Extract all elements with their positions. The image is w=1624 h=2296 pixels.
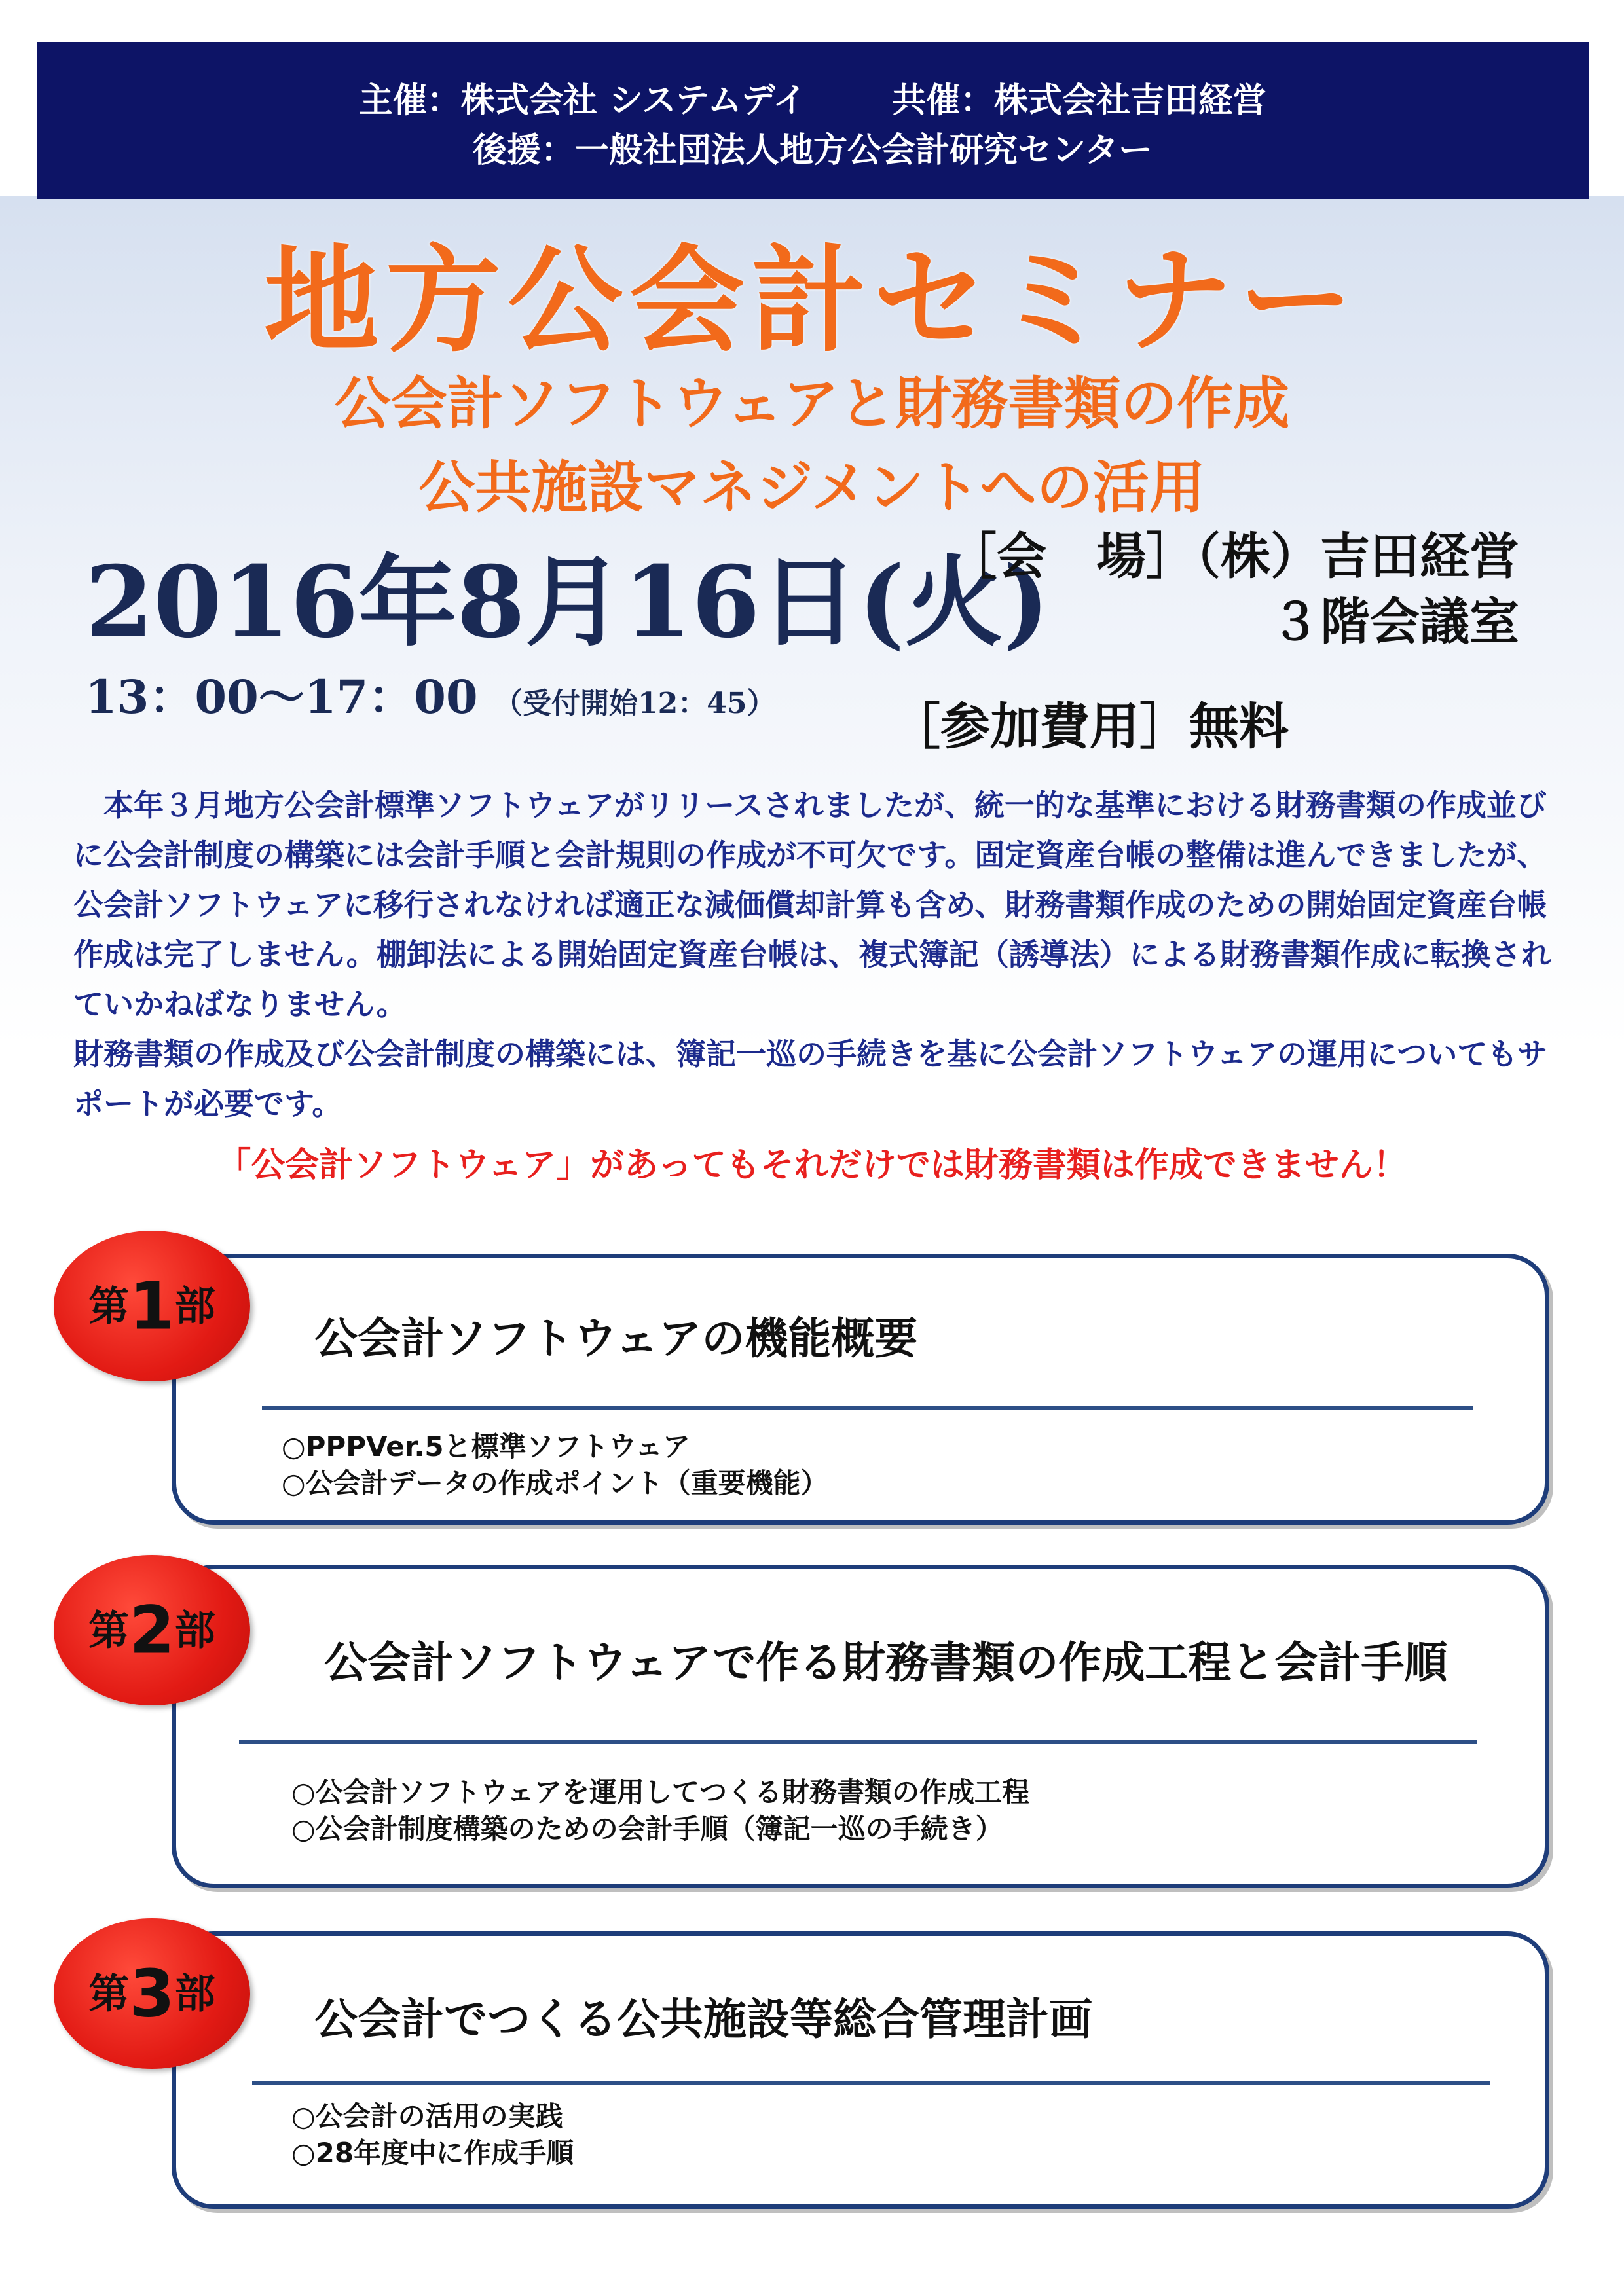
venue-info bbox=[947, 524, 1519, 655]
co-organizer-text: 共催：株式会社吉田経営 bbox=[892, 81, 1267, 120]
seminar-subtitle-1: 公会計ソフトウェアと財務書類の作成 bbox=[334, 371, 1290, 437]
seminar-title: 地方公会計セミナー bbox=[263, 234, 1360, 368]
venue-room: ３階会議室 bbox=[1270, 592, 1519, 651]
part-item: ○公会計データの作成ポイント（重要機能） bbox=[282, 1467, 828, 1499]
part-items bbox=[291, 2098, 574, 2172]
reception-time: （受付開始12：45） bbox=[494, 687, 776, 720]
part-divider bbox=[252, 2081, 1490, 2085]
part-item: ○28年度中に作成手順 bbox=[291, 2137, 574, 2169]
warning-message: 「公会計ソフトウェア」があってもそれだけでは財務書類は作成できません！ bbox=[217, 1146, 1407, 1185]
part-divider bbox=[262, 1406, 1473, 1410]
part-title: 公会計ソフトウェアの機能概要 bbox=[314, 1313, 918, 1364]
venue-label: ［会 場］（株）吉田経営 bbox=[947, 527, 1519, 585]
event-time bbox=[85, 668, 776, 733]
organizer-text: 主催：株式会社 システムデイ bbox=[358, 81, 807, 120]
part-badge: 第2部 bbox=[54, 1555, 250, 1705]
participation-fee: ［参加費用］無料 bbox=[891, 697, 1289, 756]
seminar-subtitle-2: 公共施設マネジメントへの活用 bbox=[418, 455, 1206, 520]
part-item: ○PPPVer.5と標準ソフトウェア bbox=[282, 1430, 690, 1463]
part-badge: 第1部 bbox=[54, 1231, 250, 1381]
part-title: 公会計ソフトウェアで作る財務書類の作成工程と会計手順 bbox=[324, 1637, 1448, 1688]
organizer-banner bbox=[37, 42, 1589, 199]
event-date: 2016年8月16日(火) bbox=[85, 545, 1050, 660]
part-divider bbox=[239, 1740, 1477, 1744]
part-items bbox=[282, 1429, 828, 1502]
description-paragraph-1: 本年３月地方公会計標準ソフトウェアがリリースされましたが、統一的な基準における財務書類の作成並びに公会計制度の構築には会計手順と会計規則の作成が不可欠です。固定資産台帳の整備は進んできましたが、公会計ソフトウェアに移行されなければ適正な減価償却計算も含め、財務書類作成のための開始固定資産台帳作成は完了しません。棚卸法による開始固定資産台帳は、複式簿記（誘導法）による財務書類作成に転換されていかねばなりません。 bbox=[73, 788, 1551, 1022]
part-items bbox=[291, 1774, 1029, 1848]
supporter-text: 後援：一般社団法人地方公会計研究センター bbox=[473, 131, 1153, 170]
part-badge: 第3部 bbox=[54, 1918, 250, 2069]
part-title: 公会計でつくる公共施設等総合管理計画 bbox=[314, 1994, 1092, 2045]
description-paragraph-2: 財務書類の作成及び公会計制度の構築には、簿記一巡の手続きを基に公会計ソフトウェアの運用についてもサポートが必要です。 bbox=[73, 1036, 1548, 1121]
event-time-range: 13：00～17：00 bbox=[85, 670, 478, 724]
description-block bbox=[73, 780, 1560, 1129]
part-item: ○公会計ソフトウェアを運用してつくる財務書類の作成工程 bbox=[291, 1776, 1029, 1808]
part-item: ○公会計制度構築のための会計手順（簿記一巡の手続き） bbox=[291, 1813, 1003, 1845]
part-item: ○公会計の活用の実践 bbox=[291, 2100, 563, 2132]
